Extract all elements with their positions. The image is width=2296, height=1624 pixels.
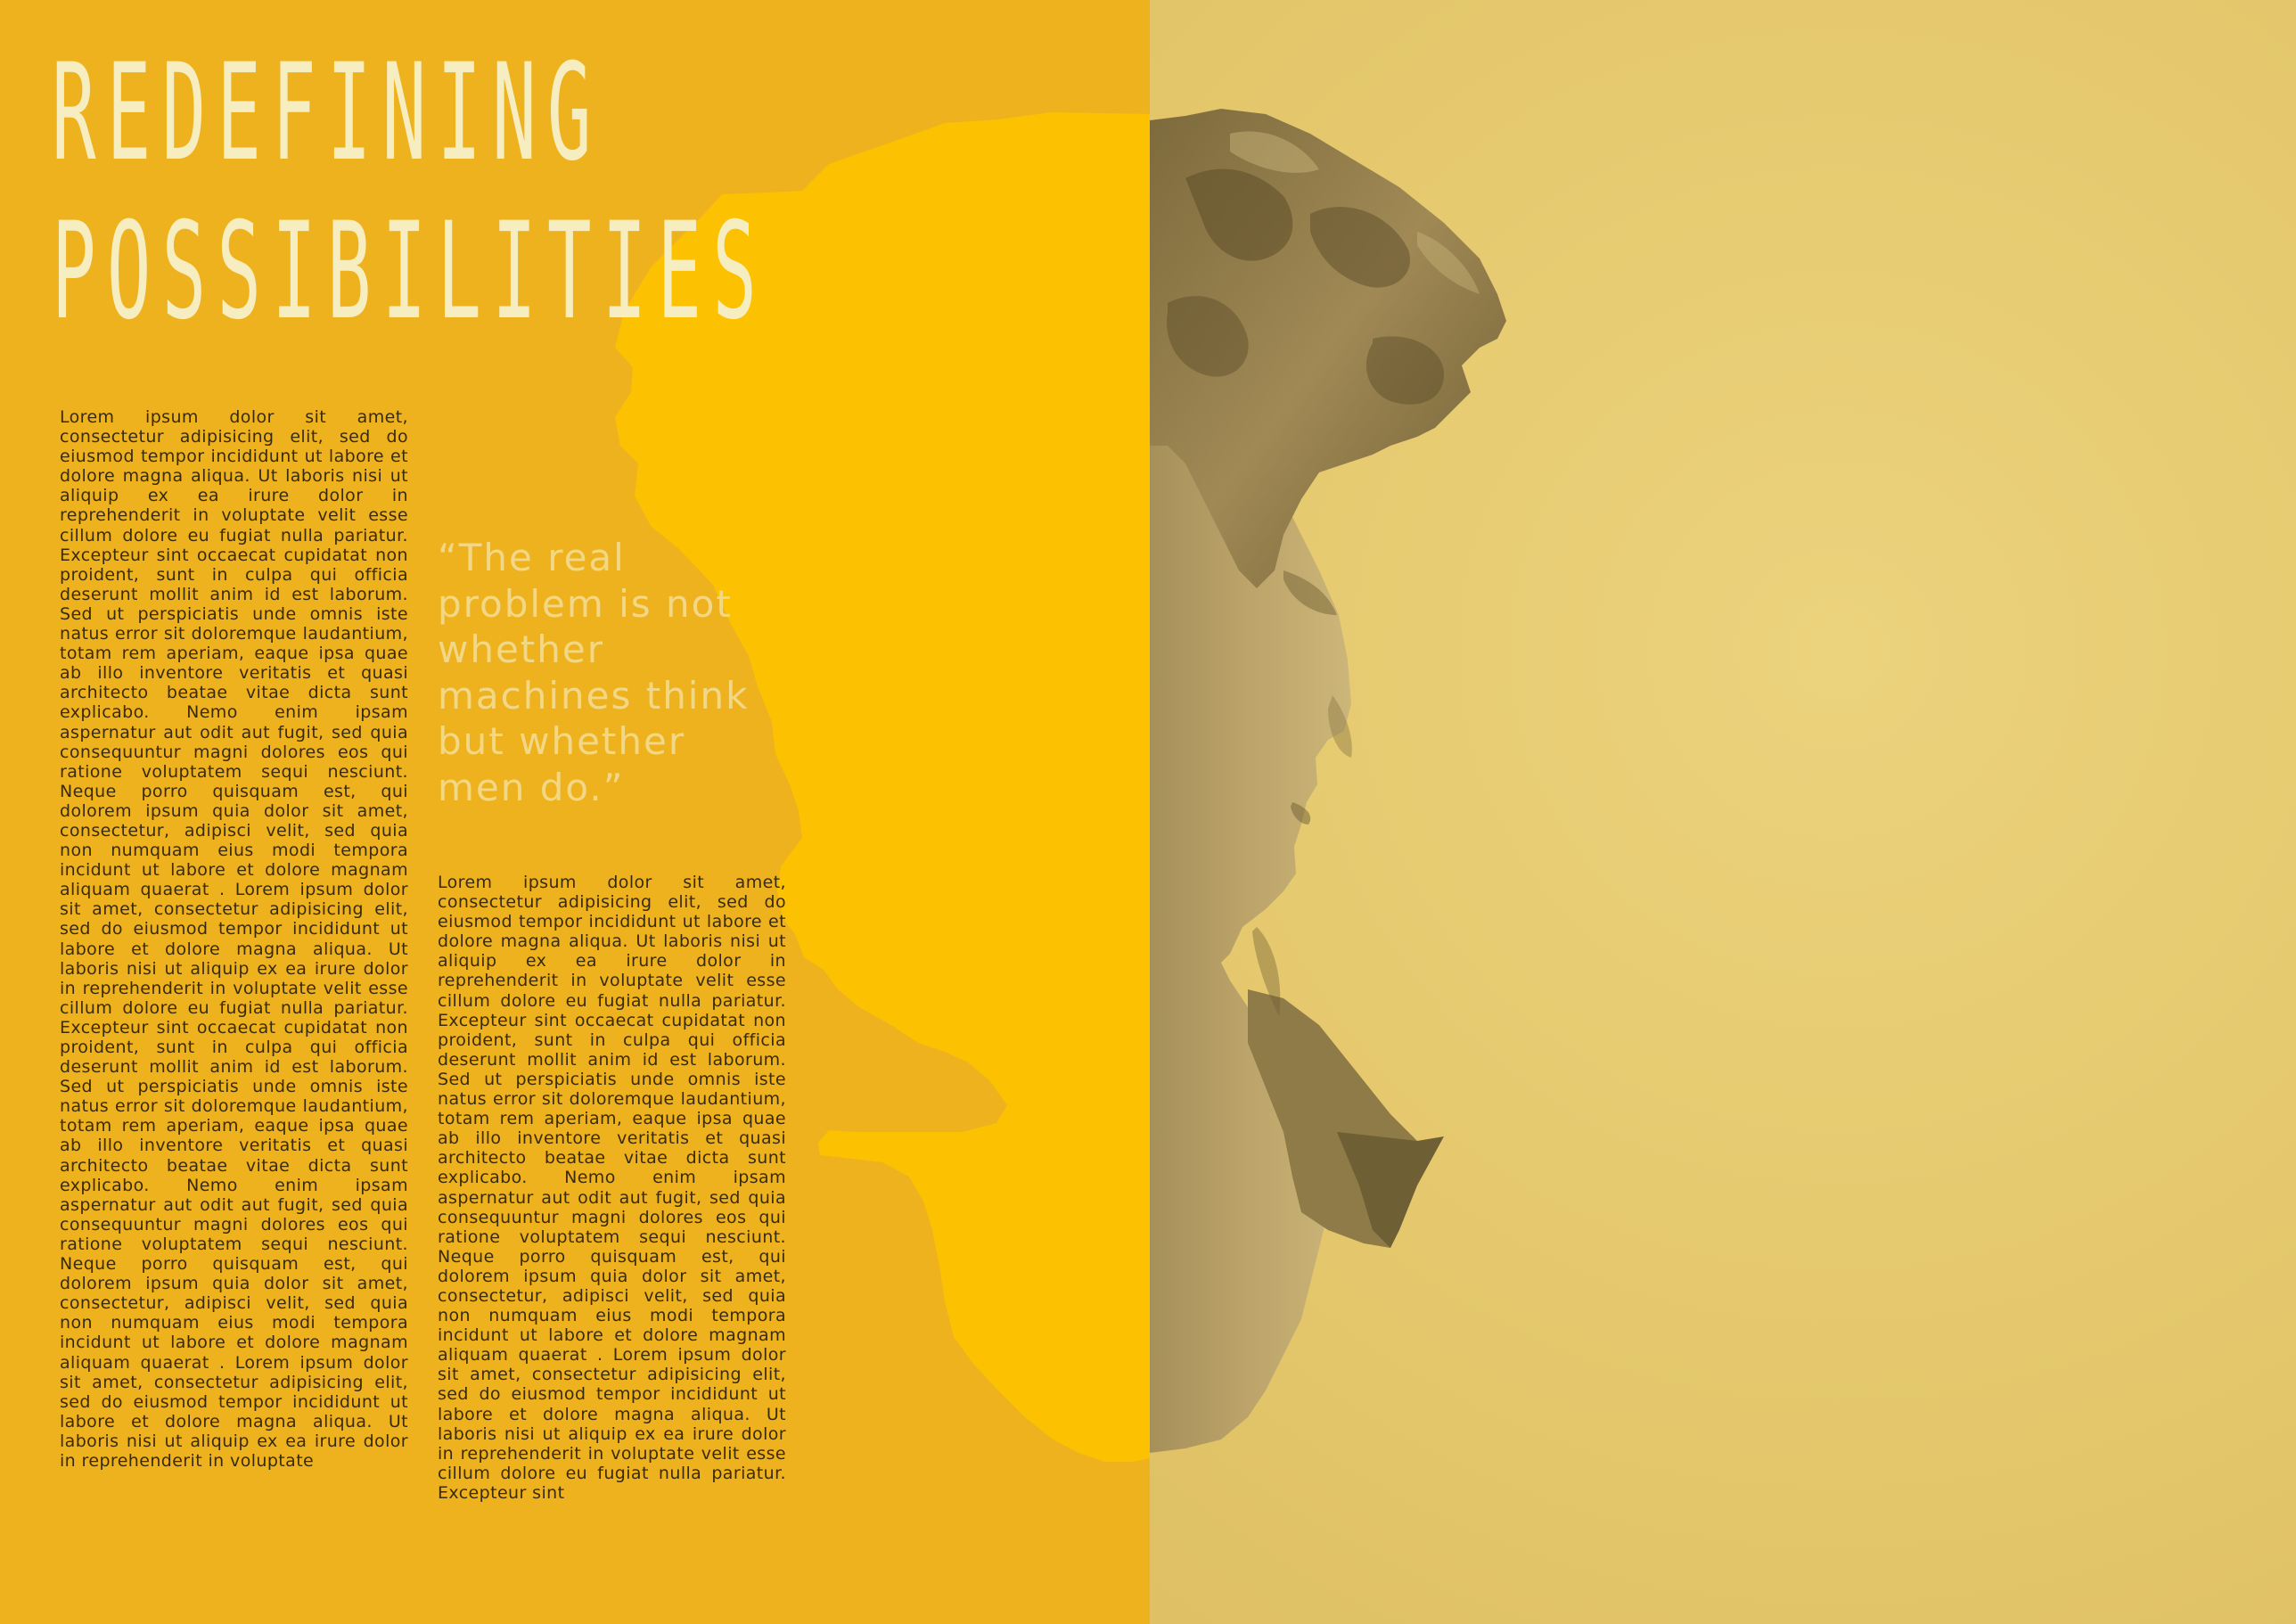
body-text-column-1: Lorem ipsum dolor sit amet, consectetur adipisicing elit, sed do eiusmod tempor incididunt ut labore et dolore magna aliqua. Ut laboris nisi ut aliquip ex ea irure dolor in reprehenderit in voluptate velit esse cillum dolore eu fugiat nulla pariatur. Excepteur sint occaecat cupidatat non proident, sunt in culpa qui officia deserunt mollit anim id est laborum. Sed ut perspiciatis unde omnis iste natus error sit doloremque laudantium, totam rem aperiam, eaque ipsa quae ab illo inventore veritatis et quasi architecto beatae vitae dicta sunt explicabo. Nemo enim ipsam aspernatur aut odit aut fugit, sed quia consequuntur magni dolores eos qui ratione voluptatem sequi nesciunt. Neque porro quisquam est, qui dolorem ipsum quia dolor sit amet, consectetur, adipisci velit, sed quia non numquam eius modi tempora incidunt ut labore et dolore magnam aliquam quaerat . Lorem ipsum dolor sit amet, consectetur adipisicing elit, sed do eiusmod tempor incididunt ut labore et dolore magna aliqua. Ut laboris nisi ut aliquip ex ea irure dolor in reprehenderit in voluptate velit esse cillum dolore eu fugiat nulla pariatur. Excepteur sint occaecat cupidatat non proident, sunt in culpa qui officia deserunt mollit anim id est laborum. Sed ut perspiciatis unde omnis iste natus error sit doloremque laudantium, totam rem aperiam, eaque ipsa quae ab illo inventore veritatis et quasi architecto beatae vitae dicta sunt explicabo. Nemo enim ipsam aspernatur aut odit aut fugit, sed quia consequuntur magni dolores eos qui ratione voluptatem sequi nesciunt. Neque porro quisquam est, qui dolorem ipsum quia dolor sit amet, consectetur, adipisci velit, sed quia non numquam eius modi tempora incidunt ut labore et dolore magnam aliquam quaerat . Lorem ipsum dolor sit amet, consectetur adipisicing elit, sed do eiusmod tempor incididunt ut labore et dolore magna aliqua. Ut laboris nisi ut aliquip ex ea irure dolor in reprehenderit in voluptate (60, 407, 408, 1471)
pull-quote: “The real problem is not whether machines think but whether men do.” (438, 536, 750, 809)
body-text-column-2: Lorem ipsum dolor sit amet, consectetur adipisicing elit, sed do eiusmod tempor incididunt ut labore et dolore magna aliqua. Ut laboris nisi ut aliquip ex ea irure dolor in reprehenderit in voluptate velit esse cillum dolore eu fugiat nulla pariatur. Excepteur sint occaecat cupidatat non proident, sunt in culpa qui officia deserunt mollit anim id est laborum. Sed ut perspiciatis unde omnis iste natus error sit doloremque laudantium, totam rem aperiam, eaque ipsa quae ab illo inventore veritatis et quasi architecto beatae vitae dicta sunt explicabo. Nemo enim ipsam aspernatur aut odit aut fugit, sed quia consequuntur magni dolores eos qui ratione voluptatem sequi nesciunt. Neque porro quisquam est, qui dolorem ipsum quia dolor sit amet, consectetur, adipisci velit, sed quia non numquam eius modi tempora incidunt ut labore et dolore magnam aliquam quaerat . Lorem ipsum dolor sit amet, consectetur adipisicing elit, sed do eiusmod tempor incididunt ut labore et dolore magna aliqua. Ut laboris nisi ut aliquip ex ea irure dolor in reprehenderit in voluptate velit esse cillum dolore eu fugiat nulla pariatur. Excepteur sint (438, 873, 786, 1503)
headline-line-1: REDEFINING (52, 36, 603, 191)
headline-line-2: POSSIBILITIES (52, 194, 767, 349)
headline (52, 34, 767, 351)
classical-bust-image (1150, 0, 1578, 1480)
